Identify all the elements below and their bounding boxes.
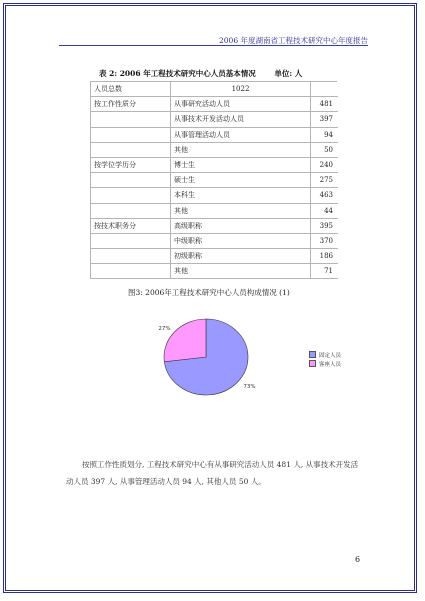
row-label: 中级职称: [171, 233, 311, 248]
row-value: 94: [311, 127, 338, 142]
row-value: 395: [311, 218, 338, 233]
table-row: [91, 249, 338, 264]
row-label: 硕士生: [171, 173, 311, 188]
table-row: [91, 218, 338, 233]
total-label: 人员总数: [91, 82, 171, 97]
row-label: 高级职称: [171, 218, 311, 233]
row-label: 从事研究活动人员: [171, 97, 311, 112]
table-row: [91, 233, 338, 248]
table-row: [91, 264, 338, 279]
personnel-table: [90, 81, 338, 279]
table-row: [91, 157, 338, 172]
chart-legend: [309, 350, 341, 368]
row-value: 275: [311, 173, 338, 188]
row-value: 481: [311, 97, 338, 112]
legend-swatch: [309, 351, 316, 358]
table-row: [91, 188, 338, 203]
group-label-empty: [91, 203, 171, 218]
table-unit: 单位: 人: [274, 69, 303, 78]
group-label-empty: [91, 264, 171, 279]
group-label-empty: [91, 127, 171, 142]
group-label: 按技术职务分: [91, 218, 171, 233]
row-value: 370: [311, 233, 338, 248]
legend-item: [309, 359, 341, 368]
group-label-empty: [91, 142, 171, 157]
group-label-empty: [91, 249, 171, 264]
row-value: 50: [311, 142, 338, 157]
pie-label: 27%: [158, 325, 171, 332]
figure-title: 图3: 2006年工程技术研究中心人员构成情况 (1): [128, 288, 290, 297]
table-title: [99, 68, 302, 79]
row-label: 其他: [171, 142, 311, 157]
table-row: [91, 97, 338, 112]
group-label: 按学位学历分: [91, 157, 171, 172]
table-title-text: 表 2: 2006 年工程技术研究中心人员基本情况: [99, 69, 256, 78]
group-label-empty: [91, 112, 171, 127]
legend-item: [309, 350, 341, 359]
header-rule: [59, 45, 368, 46]
body-paragraph: 按照工作性质划分, 工程技术研究中心有从事研究活动人员 481 人, 从事技术开发活动人员 397 人, 从事管理活动人员 94 人, 其他人员 50 人。: [66, 460, 359, 486]
table-row: [91, 112, 338, 127]
page-number: 6: [355, 555, 361, 564]
running-header: 2006 年度湖南省工程技术研究中心年度报告: [219, 36, 368, 45]
legend-swatch: [309, 360, 316, 367]
row-value: 397: [311, 112, 338, 127]
pie-chart: [150, 312, 300, 402]
row-value: 71: [311, 264, 338, 279]
row-value: 186: [311, 249, 338, 264]
table-row: [91, 203, 338, 218]
total-value: 1022: [171, 82, 311, 97]
group-label-empty: [91, 188, 171, 203]
row-value: 44: [311, 203, 338, 218]
table-row: [91, 173, 338, 188]
table-body: [91, 82, 338, 279]
row-label: 初级职称: [171, 249, 311, 264]
row-value: 240: [311, 157, 338, 172]
table-row: [91, 142, 338, 157]
row-label: 本科生: [171, 188, 311, 203]
group-label-empty: [91, 233, 171, 248]
row-label: 其他: [171, 264, 311, 279]
row-label: 从事管理活动人员: [171, 127, 311, 142]
group-label-empty: [91, 173, 171, 188]
row-value: 463: [311, 188, 338, 203]
row-label: 博士生: [171, 157, 311, 172]
row-label: 从事技术开发活动人员: [171, 112, 311, 127]
legend-label: 客座人员: [319, 361, 342, 368]
legend-label: 固定人员: [319, 352, 342, 359]
table-row: [91, 127, 338, 142]
row-label: 其他: [171, 203, 311, 218]
group-label: 按工作性质分: [91, 97, 171, 112]
table-row-total: [91, 82, 338, 97]
total-empty: [311, 82, 338, 97]
pie-label: 73%: [243, 384, 256, 391]
